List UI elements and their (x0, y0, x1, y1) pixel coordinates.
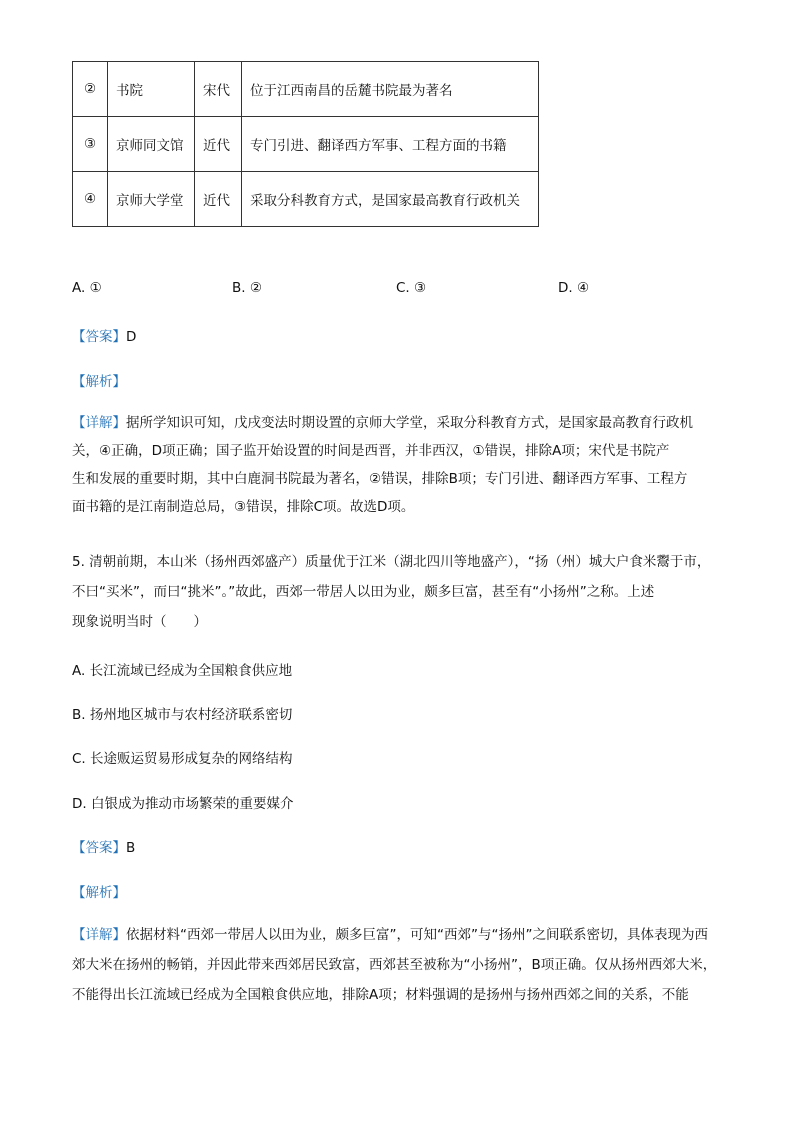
table-row (73, 62, 539, 117)
answer-tag: 【答案】 (72, 840, 126, 856)
row-number: ③ (73, 117, 108, 172)
q4-answer (72, 325, 136, 345)
description: 采取分科教育方式，是国家最高教育行政机关 (242, 172, 539, 227)
detail-line: 不能得出长江流域已经成为全国粮食供应地，排除A项；材料强调的是扬州与扬州西郊之间的关系，不能 (72, 987, 689, 1003)
q5-analysis-tag: 【解析】 (72, 885, 126, 901)
era: 宋代 (195, 62, 242, 117)
institution-name: 京师大学堂 (108, 172, 195, 227)
q5-stem (72, 547, 722, 637)
detail-line: 【详解】据所学知识可知，戊戌变法时期设置的京师大学堂，采取分科教育方式，是国家最高教育行政机 (72, 415, 693, 431)
q5-option-d: D. 白银成为推动市场繁荣的重要媒介 (72, 796, 294, 812)
row-number: ④ (73, 172, 108, 227)
q5-option-a: A. 长江流域已经成为全国粮食供应地 (72, 663, 293, 679)
comparison-table (72, 61, 539, 227)
description: 位于江西南昌的岳麓书院最为著名 (242, 62, 539, 117)
detail-line: 面书籍的是江南制造总局，③错误，排除C项。故选D项。 (72, 499, 415, 515)
description: 专门引进、翻译西方军事、工程方面的书籍 (242, 117, 539, 172)
q4-option-d: D. ④ (558, 280, 590, 296)
table-row (73, 117, 539, 172)
institution-name: 书院 (108, 62, 195, 117)
detail-line: 郊大米在扬州的畅销，并因此带来西郊居民致富，西郊甚至被称为“小扬州”，B项正确。仅从扬州西郊大米， (72, 957, 717, 973)
q5-option-b: B. 扬州地区城市与农村经济联系密切 (72, 707, 293, 723)
answer-tag: 【答案】 (72, 329, 126, 345)
q4-detail (72, 409, 722, 521)
q4-options (72, 280, 712, 300)
detail-line: 【详解】依据材料“西郊一带居人以田为业，颇多巨富”，可知“西郊”与“扬州”之间联系密切，具体表现为西 (72, 927, 708, 943)
era: 近代 (195, 172, 242, 227)
stem-line: 现象说明当时（ ） (72, 614, 207, 630)
detail-tag: 【详解】 (72, 927, 126, 943)
q4-option-c: C. ③ (396, 280, 427, 296)
q4-analysis-tag: 【解析】 (72, 374, 126, 390)
detail-line: 关，④正确，D项正确；国子监开始设置的时间是西晋，并非西汉，①错误，排除A项；宋代是书院产 (72, 443, 670, 459)
q4-option-b: B. ② (232, 280, 262, 296)
stem-line: 5. 清朝前期，本山米（扬州西郊盛产）质量优于江米（湖北四川等地盛产），“扬（州）城大户食米鬻于市， (72, 554, 711, 570)
era: 近代 (195, 117, 242, 172)
stem-line: 不曰“买米”，而曰“挑米”。”故此，西郊一带居人以田为业，颇多巨富，甚至有“小扬州”之称。上述 (72, 584, 655, 600)
detail-line: 生和发展的重要时期，其中白鹿洞书院最为著名，②错误，排除B项；专门引进、翻译西方军事、工程方 (72, 471, 688, 487)
answer-value: D (126, 329, 137, 345)
detail-tag: 【详解】 (72, 415, 126, 431)
institution-name: 京师同文馆 (108, 117, 195, 172)
answer-value: B (126, 840, 136, 856)
q4-option-a: A. ① (72, 280, 102, 296)
row-number: ② (73, 62, 108, 117)
q5-detail (72, 920, 722, 1010)
table-row (73, 172, 539, 227)
q5-option-c: C. 长途贩运贸易形成复杂的网络结构 (72, 751, 293, 767)
q5-answer (72, 836, 135, 856)
